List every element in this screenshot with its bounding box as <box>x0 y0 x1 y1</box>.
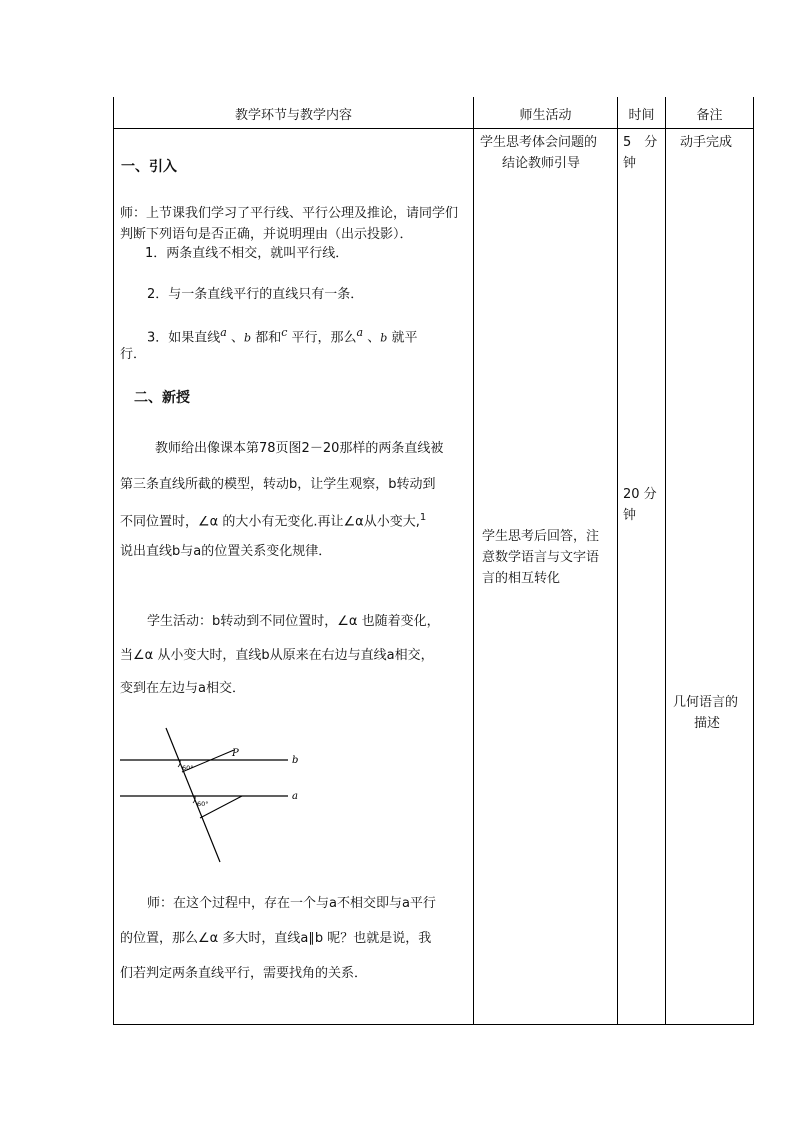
question-item-1: 1．两条直线不相交，就叫平行线． <box>145 246 349 261</box>
parallel-lines-figure <box>118 726 318 866</box>
activity-2-line-1: 学生思考后回答，注 <box>482 529 600 544</box>
time-1-line-2: 钟 <box>623 156 637 171</box>
table-border-bottom <box>113 1024 754 1025</box>
item3-end-1: 就平 <box>391 330 418 346</box>
table-divider-2 <box>617 97 618 1025</box>
var-a: a <box>220 326 227 339</box>
final-line-1: 师：在这个过程中，存在一个与a不相交即与a平行 <box>147 896 436 911</box>
point-label-p: P <box>232 748 239 759</box>
student-line-1: 学生活动：b转动到不同位置时，∠α 也随着变化， <box>147 614 440 629</box>
header-bottom-border <box>113 128 754 129</box>
item3-sep-1: 、 <box>230 330 244 346</box>
intro-paragraph: 师：上节课我们学习了平行线、平行公理及推论，请同学们判断下列语句是否正确，并说明理由（出示投影）． <box>120 206 459 242</box>
time-2-line-2: 钟 <box>623 508 637 523</box>
teach-line-1: 教师给出像课本第78页图2－20那样的两条直线被 <box>155 441 444 456</box>
student-line-2: 当∠α 从小变大时，直线b从原来在右边与直线a相交， <box>120 648 434 663</box>
line-label-a: a <box>292 791 298 802</box>
header-activity: 师生活动 <box>519 107 572 123</box>
table-divider-3 <box>665 97 666 1025</box>
teach-line-3 <box>120 507 426 532</box>
final-line-2: 的位置，那么∠α 多大时，直线a∥b 呢？也就是说，我 <box>120 931 432 946</box>
var-b: b <box>244 331 252 345</box>
header-content: 教学环节与教学内容 <box>234 107 352 123</box>
note-1: 动手完成 <box>680 135 733 150</box>
table-border-right <box>753 97 754 1025</box>
var-c: c <box>281 326 288 339</box>
activity-1-line-1: 学生思考体会问题的 <box>480 135 598 150</box>
teach-line-3-sup: 1 <box>419 512 427 523</box>
question-item-2: 2．与一条直线平行的直线只有一条． <box>147 287 364 302</box>
section-title-new: 二、新授 <box>134 390 190 406</box>
item3-text-a: 3．如果直线 <box>147 330 221 346</box>
time-1-line-1: 5 分 <box>623 135 658 150</box>
activity-2-line-3: 言的相互转化 <box>482 571 561 586</box>
angle-label-top: 60° <box>182 764 194 772</box>
activity-2-line-2: 意数学语言与文字语 <box>482 550 600 565</box>
question-item-3-cont: 行． <box>120 347 147 362</box>
header-time: 时间 <box>628 107 655 123</box>
question-item-3 <box>147 322 469 348</box>
transversal-line <box>166 728 220 862</box>
final-line-3: 们若判定两条直线平行，需要找角的关系． <box>120 966 368 981</box>
teach-line-4: 说出直线b与a的位置关系变化规律． <box>120 544 332 559</box>
note-2-line-2: 描述 <box>694 716 721 731</box>
line-label-b: b <box>292 755 299 766</box>
table-divider-1 <box>473 97 474 1025</box>
section-title-intro: 一、引入 <box>121 159 177 175</box>
angle-label-bottom: 60° <box>197 800 209 808</box>
student-line-3: 变到在左边与a相交． <box>120 681 245 696</box>
table-border-left <box>113 97 114 1025</box>
note-2-line-1: 几何语言的 <box>673 695 739 710</box>
header-notes: 备注 <box>696 107 723 123</box>
var-b2: b <box>380 331 388 345</box>
time-2-line-1: 20 分 <box>623 487 657 502</box>
item3-mid: 都和 <box>255 330 282 346</box>
teach-line-2: 第三条直线所截的模型，转动b，让学生观察，b转动到 <box>120 477 436 492</box>
item3-sep-2: 、 <box>367 330 381 346</box>
teach-line-3-text: 不同位置时，∠α 的大小有无变化.再让∠α从小变大, <box>120 514 420 530</box>
item3-mid2: 平行，那么 <box>291 330 357 346</box>
var-a2: a <box>356 326 364 339</box>
activity-1-line-2: 结论教师引导 <box>502 156 581 171</box>
